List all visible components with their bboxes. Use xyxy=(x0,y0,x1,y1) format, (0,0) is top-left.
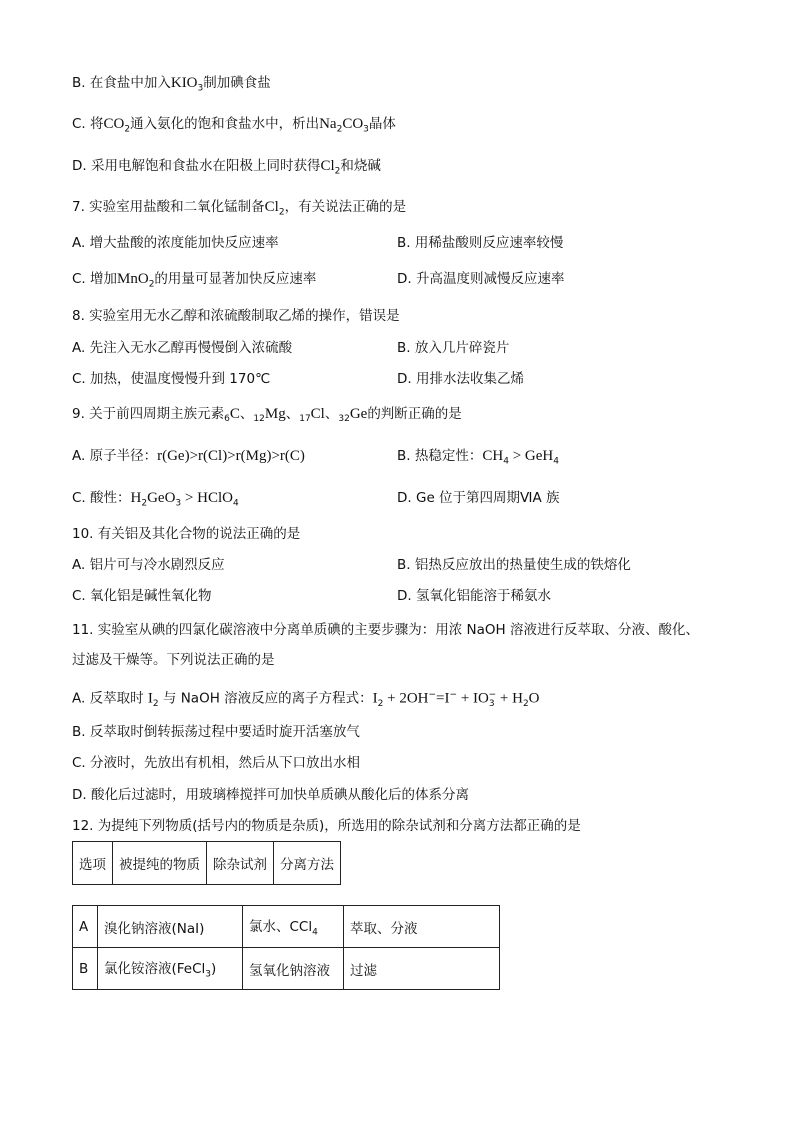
text: C. 增加 xyxy=(72,271,118,287)
q12-header-table xyxy=(72,841,341,885)
subscript: 3 xyxy=(205,969,212,980)
q11-option-b: B. 反萃取时倒转振荡过程中要适时旋开活塞放气 xyxy=(72,724,360,740)
subscript: 2 xyxy=(141,498,148,509)
q7-option-a: A. 增大盐酸的浓度能加快反应速率 xyxy=(72,235,279,251)
q9-option-a xyxy=(72,446,305,466)
header-cell: 选项 xyxy=(73,842,113,885)
reagent-cell xyxy=(243,906,344,948)
text: 的用量可显著加快反应速率 xyxy=(154,271,317,287)
q8-option-b: B. 放入几片碎瓷片 xyxy=(397,340,510,356)
subscript: 2 xyxy=(522,699,529,710)
text: A. 反萃取时 xyxy=(72,690,148,707)
subscript: 2 xyxy=(377,699,384,710)
q6-option-b xyxy=(72,73,271,99)
separator: 、 xyxy=(239,406,254,422)
option-cell: A xyxy=(73,906,98,948)
atomic-number: 12 xyxy=(253,414,265,424)
subscript: 2 xyxy=(336,124,343,135)
subscript: 4 xyxy=(553,456,559,467)
q7-option-b: B. 用稀盐酸则反应速率较慢 xyxy=(397,235,564,251)
text: C. 将 xyxy=(72,116,104,132)
q8-option-a: A. 先注入无水乙醇再慢慢倒入浓硫酸 xyxy=(72,340,293,356)
q7-option-c xyxy=(72,269,316,295)
subscript: 3 xyxy=(488,699,495,710)
formula: MnO xyxy=(117,271,149,287)
formula: CH xyxy=(482,448,504,464)
element: Ge xyxy=(349,406,368,422)
text: ) xyxy=(211,961,217,978)
q10-option-d: D. 氢氧化铝能溶于稀氨水 xyxy=(397,588,551,604)
atomic-number: 32 xyxy=(338,414,350,424)
operator: > xyxy=(508,448,525,464)
formula: r(Ge)>r(Cl)>r(Mg)>r(C) xyxy=(157,448,305,464)
q8-stem: 8. 实验室用无水乙醇和浓硫酸制取乙烯的操作，错误是 xyxy=(72,308,400,324)
q6-option-b-text-end: 制加碘食盐 xyxy=(203,75,271,91)
text: D. 采用电解饱和食盐水在阳极上同时获得 xyxy=(72,158,321,174)
atomic-number: 6 xyxy=(224,414,230,424)
formula: Cl xyxy=(320,158,335,174)
formula: + 2OH xyxy=(383,690,429,707)
q11-stem-line2: 过滤及干燥等。下列说法正确的是 xyxy=(72,652,275,668)
header-cell: 分离方法 xyxy=(274,842,341,885)
subscript: 4 xyxy=(312,927,318,938)
table-header-row xyxy=(73,842,341,885)
text: 和烧碱 xyxy=(340,158,381,174)
table-row xyxy=(73,948,500,990)
subscript: 2 xyxy=(124,124,131,135)
substance-cell: 溴化钠溶液(NaI) xyxy=(98,906,243,948)
subscript: 4 xyxy=(232,498,239,509)
text: 晶体 xyxy=(368,116,396,132)
superscript: − xyxy=(488,690,497,700)
text: 氯化铵溶液(FeCl xyxy=(104,961,206,978)
q12-options-table xyxy=(72,905,500,990)
formula: GeH xyxy=(524,448,554,464)
q10-option-b: B. 铝热反应放出的热量使生成的铁熔化 xyxy=(397,557,631,573)
text: 氯水、CCl xyxy=(249,919,313,936)
q11-option-a xyxy=(72,685,540,714)
atomic-number: 17 xyxy=(299,414,311,424)
operator: > xyxy=(181,490,198,506)
formula: =I xyxy=(436,690,450,707)
element: Cl xyxy=(310,406,325,422)
formula: KIO xyxy=(170,75,198,91)
formula: CO xyxy=(342,116,364,132)
formula: HClO xyxy=(197,490,233,506)
header-cell: 除杂试剂 xyxy=(207,842,274,885)
text: 通入氨化的饱和食盐水中，析出 xyxy=(130,116,320,132)
substance-cell xyxy=(98,948,243,990)
method-cell: 萃取、分液 xyxy=(344,906,500,948)
text: 的判断正确的是 xyxy=(367,406,462,422)
subscript: 2 xyxy=(148,279,155,290)
method-cell: 过滤 xyxy=(344,948,500,990)
q8-option-c: C. 加热，使温度慢慢升到 170℃ xyxy=(72,371,271,387)
formula: GeO xyxy=(147,490,176,506)
q9-option-c xyxy=(72,488,239,514)
text: A. 原子半径： xyxy=(72,448,158,464)
subscript: 3 xyxy=(363,124,369,135)
formula: I xyxy=(372,690,378,707)
q11-stem-line1: 11. 实验室从碘的四氯化碳溶液中分离单质碘的主要步骤为：用浓 NaOH 溶液进行反萃取、分液、酸化、 xyxy=(72,622,699,638)
formula: I xyxy=(147,690,153,707)
q6-option-d xyxy=(72,156,381,182)
q12-stem: 12. 为提纯下列物质(括号内的物质是杂质)，所选用的除杂试剂和分离方法都正确的是 xyxy=(72,818,581,834)
separator: 、 xyxy=(324,406,339,422)
superscript: − xyxy=(428,690,437,700)
subscript: 2 xyxy=(334,166,341,177)
subscript: 2 xyxy=(278,207,285,218)
text: 7. 实验室用盐酸和二氧化锰制备 xyxy=(72,199,265,215)
formula: O xyxy=(528,690,540,707)
text: 与 NaOH 溶液反应的离子方程式： xyxy=(158,690,373,707)
element: Mg xyxy=(264,406,286,422)
subscript: 2 xyxy=(152,699,159,710)
q10-option-c: C. 氧化铝是碱性氧化物 xyxy=(72,588,212,604)
q10-stem: 10. 有关铝及其化合物的说法正确的是 xyxy=(72,526,301,542)
formula: H xyxy=(130,490,142,506)
subscript: 3 xyxy=(175,498,182,509)
q9-option-b xyxy=(397,446,559,472)
option-cell: B xyxy=(73,948,98,990)
text: 9. 关于前四周期主族元素 xyxy=(72,406,225,422)
subscript: 4 xyxy=(503,456,509,467)
q8-option-d: D. 用排水法收集乙烯 xyxy=(397,371,524,387)
element: C xyxy=(229,406,240,422)
formula: Na xyxy=(319,116,337,132)
text: ，有关说法正确的是 xyxy=(284,199,407,215)
q7-option-d: D. 升高温度则减慢反应速率 xyxy=(397,271,565,287)
q11-option-c: C. 分液时，先放出有机相，然后从下口放出水相 xyxy=(72,755,361,771)
subscript: 3 xyxy=(197,83,204,94)
text: B. 热稳定性： xyxy=(397,448,483,464)
reagent-cell: 氢氧化钠溶液 xyxy=(243,948,344,990)
q6-option-c xyxy=(72,114,396,140)
header-cell: 被提纯的物质 xyxy=(113,842,207,885)
q7-stem xyxy=(72,197,406,223)
formula: + IO xyxy=(457,690,489,707)
formula: Cl xyxy=(264,199,279,215)
q10-option-a: A. 铝片可与冷水剧烈反应 xyxy=(72,557,225,573)
superscript: − xyxy=(449,690,458,700)
q9-option-d: D. Ge 位于第四周期ⅥA 族 xyxy=(397,490,560,506)
table-row xyxy=(73,906,500,948)
text: C. 酸性： xyxy=(72,490,131,506)
separator: 、 xyxy=(285,406,300,422)
q6-option-b-text: B. 在食盐中加入 xyxy=(72,75,171,91)
formula: + H xyxy=(496,690,523,707)
q11-option-d: D. 酸化后过滤时，用玻璃棒搅拌可加快单质碘从酸化后的体系分离 xyxy=(72,787,469,803)
q9-stem xyxy=(72,404,462,429)
formula: CO xyxy=(103,116,125,132)
